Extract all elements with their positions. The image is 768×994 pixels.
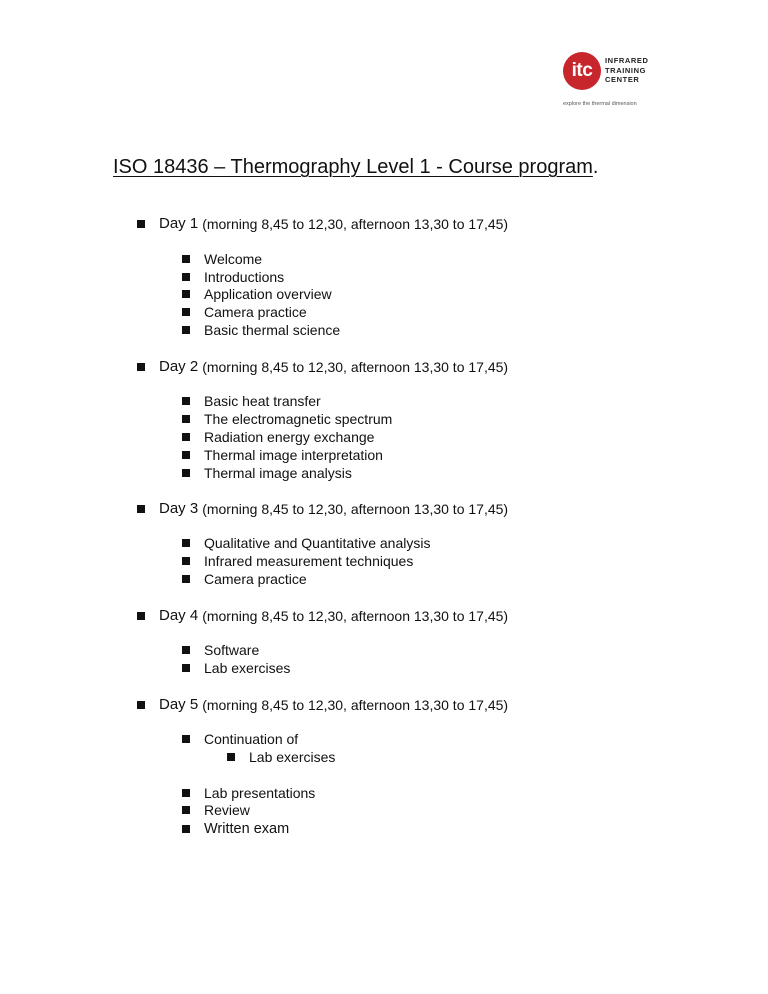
logo-line-3: CENTER (605, 75, 640, 84)
list-item (182, 251, 262, 267)
list-item (182, 535, 430, 551)
list-item-text: Introductions (204, 269, 285, 285)
bullet-icon (182, 789, 190, 797)
list-item (182, 286, 332, 302)
bullet-icon (182, 397, 190, 405)
bullet-icon (182, 255, 190, 263)
list-item (182, 411, 392, 427)
bullet-icon (182, 326, 190, 334)
day-schedule: (morning 8,45 to 12,30, afternoon 13,30 to 17,45) (202, 500, 509, 517)
day-5-heading (137, 696, 508, 713)
list-item-text: Review (204, 802, 250, 818)
list-item-text: Radiation energy exchange (204, 429, 375, 445)
day-label: Day 2 (159, 358, 199, 375)
bullet-icon (182, 469, 190, 477)
list-item-text: Basic heat transfer (204, 393, 321, 409)
day-label: Day 4 (159, 607, 199, 624)
day-label: Day 3 (159, 500, 199, 517)
list-item (182, 731, 298, 747)
list-item-text: Continuation of (204, 731, 299, 747)
list-item (182, 821, 289, 837)
bullet-icon (182, 664, 190, 672)
sub-list-item (227, 749, 335, 765)
bullet-icon (182, 825, 190, 833)
list-item (182, 642, 259, 658)
bullet-icon (137, 612, 145, 620)
list-item (182, 322, 340, 338)
list-item-text: Thermal image analysis (204, 465, 352, 481)
logo-wordmark (605, 56, 649, 85)
page-title (113, 156, 598, 179)
list-item (182, 447, 383, 463)
list-item-text: Camera practice (204, 571, 307, 587)
list-item (182, 660, 290, 676)
list-item (182, 393, 321, 409)
list-item-text: Basic thermal science (204, 322, 341, 338)
list-item-text: Infrared measurement techniques (204, 553, 414, 569)
day-1-heading (137, 215, 508, 232)
list-item-text: Welcome (204, 251, 263, 267)
list-item (182, 802, 250, 818)
list-item-text: Thermal image interpretation (204, 447, 383, 463)
title-suffix: . (592, 156, 599, 178)
bullet-icon (182, 308, 190, 316)
day-3-heading (137, 500, 508, 517)
bullet-icon (182, 415, 190, 423)
logo-mark: itc (563, 52, 601, 90)
bullet-icon (182, 433, 190, 441)
bullet-icon (182, 575, 190, 583)
bullet-icon (182, 539, 190, 547)
list-item-text: Lab exercises (249, 749, 336, 765)
itc-logo (563, 52, 673, 112)
list-item (182, 269, 284, 285)
list-item-text: Lab presentations (204, 785, 316, 801)
list-item-text: Qualitative and Quantitative analysis (204, 535, 431, 551)
list-item (182, 553, 413, 569)
logo-tagline: explore the thermal dimension (563, 101, 637, 107)
list-item (182, 785, 315, 801)
list-item-text: Application overview (204, 286, 332, 302)
logo-line-1: INFRARED (605, 56, 649, 65)
list-item-text: Lab exercises (204, 660, 291, 676)
list-item-text: Written exam (204, 821, 290, 837)
day-schedule: (morning 8,45 to 12,30, afternoon 13,30 to 17,45) (202, 215, 509, 232)
day-label: Day 5 (159, 696, 199, 713)
day-4-heading (137, 607, 508, 624)
list-item (182, 429, 374, 445)
day-2-heading (137, 358, 508, 375)
bullet-icon (182, 557, 190, 565)
bullet-icon (182, 806, 190, 814)
bullet-icon (182, 735, 190, 743)
list-item-text: The electromagnetic spectrum (204, 411, 393, 427)
bullet-icon (182, 646, 190, 654)
list-item-text: Camera practice (204, 304, 307, 320)
list-item-text: Software (204, 642, 260, 658)
bullet-icon (182, 451, 190, 459)
title-text: ISO 18436 – Thermography Level 1 - Course program (113, 156, 593, 178)
list-item (182, 571, 307, 587)
list-item (182, 465, 352, 481)
bullet-icon (227, 753, 235, 761)
day-schedule: (morning 8,45 to 12,30, afternoon 13,30 to 17,45) (202, 358, 509, 375)
day-schedule: (morning 8,45 to 12,30, afternoon 13,30 to 17,45) (202, 607, 509, 624)
logo-line-2: TRAINING (605, 65, 647, 75)
bullet-icon (182, 273, 190, 281)
bullet-icon (137, 363, 145, 371)
day-label: Day 1 (159, 215, 199, 232)
bullet-icon (137, 701, 145, 709)
bullet-icon (137, 220, 145, 228)
bullet-icon (137, 505, 145, 513)
bullet-icon (182, 290, 190, 298)
list-item (182, 304, 307, 320)
day-schedule: (morning 8,45 to 12,30, afternoon 13,30 to 17,45) (202, 696, 509, 713)
